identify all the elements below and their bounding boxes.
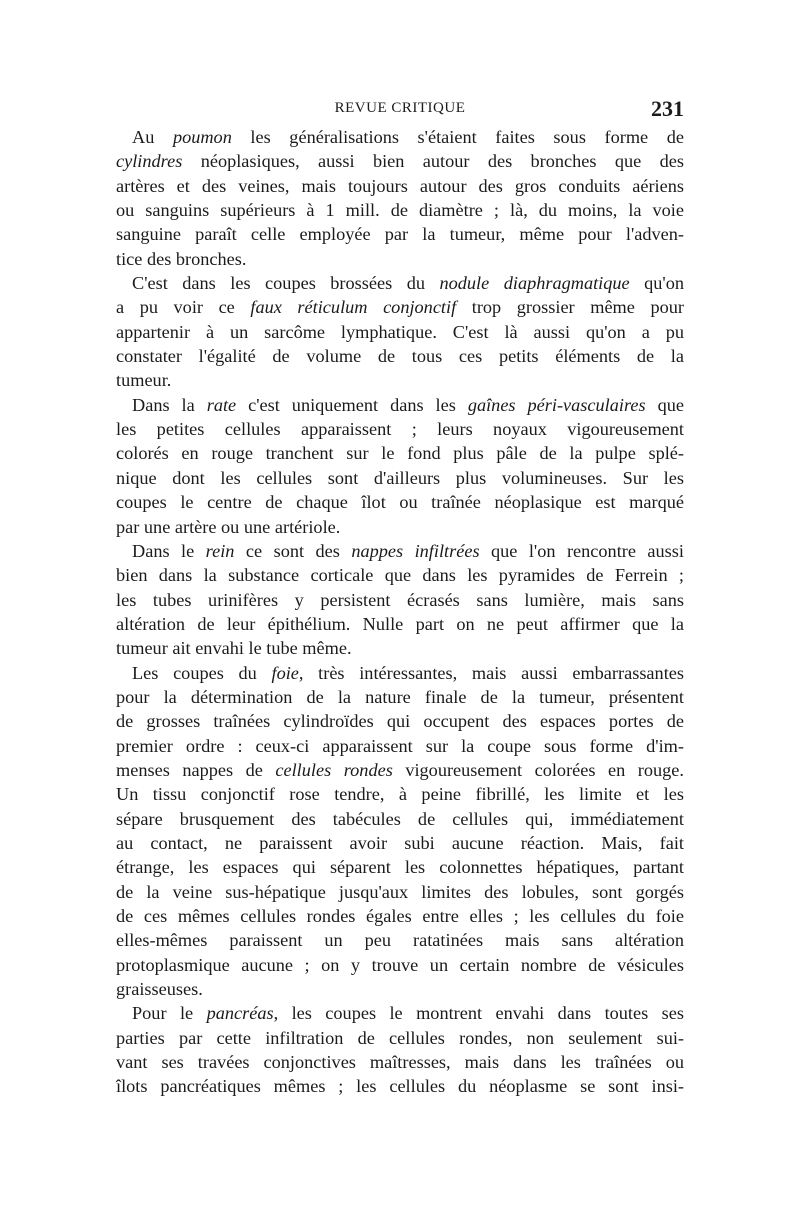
paragraph [116,393,684,539]
text-line: altération de leur épithélium. Nulle part on ne peut affirmer que la [116,613,684,634]
text-line: par une artère ou une artériole. [116,516,341,537]
text-line: sépare brusquement des tabécules de cellules qui, immédiatement [116,808,684,829]
text-line: menses nappes de cellules rondes vigoureusement colorées en rouge. [116,759,684,780]
running-header [116,97,684,121]
text-line: de la veine sus-hépatique jusqu'aux limites des lobules, sont gorgés [116,881,684,902]
text-line: de ces mêmes cellules rondes égales entre elles ; les cellules du foie [116,906,684,926]
text-line: protoplasmique aucune ; on y trouve un certain nombre de vésicules [116,954,684,975]
text-line: ou sanguins supérieurs à 1 mill. de diamètre ; là, du moins, la voie [116,200,684,221]
text-line: artères et des veines, mais toujours autour des gros conduits aériens [116,175,684,196]
body-text [116,125,684,1099]
text-line: tice des bronches. [116,248,247,269]
text-line: Un tissu conjonctif rose tendre, à peine fibrillé, les limite et les [116,784,684,805]
running-title: REVUE CRITIQUE [334,100,466,116]
text-line: elles-mêmes paraissent un peu ratatinées mais sans altération [116,930,684,951]
text-line: au contact, ne paraissent avoir subi aucune réaction. Mais, fait [116,832,684,853]
text-line: cylindres néoplasiques, aussi bien autour des bronches que des [116,151,684,172]
text-line: de grosses traînées cylindroïdes qui occupent des espaces portes de [116,711,684,732]
text-line: a pu voir ce faux réticulum conjonctif trop grossier même pour [116,297,684,318]
text-line: Au poumon les généralisations s'étaient faites sous forme de [132,127,684,147]
text-line: parties par cette infiltration de cellules rondes, non seulement sui- [116,1027,684,1048]
text-line: tumeur ait envahi le tube même. [116,638,352,659]
text-line: nique dont les cellules sont d'ailleurs plus volumineuses. Sur les [116,467,684,488]
text-line: tumeur. [116,370,172,391]
paragraph [116,125,684,271]
paragraph [116,539,684,661]
text-line: premier ordre : ceux-ci apparaissent sur la coupe sous forme d'im- [116,735,684,756]
text-line: Dans le rein ce sont des nappes infiltrées que l'on rencontre aussi [132,540,684,561]
text-line: coupes le centre de chaque îlot ou traînée néoplasique est marqué [116,492,684,513]
text-line: sanguine paraît celle employée par la tumeur, même pour l'adven- [116,224,684,245]
text-line: Dans la rate c'est uniquement dans les gaînes péri-vasculaires que [132,394,684,415]
text-line: appartenir à un sarcôme lymphatique. C'est là aussi qu'on a pu [116,321,684,342]
paragraph [116,271,684,393]
text-line: vant ses travées conjonctives maîtresses, mais dans les traînées ou [116,1052,684,1073]
text-line: pour la détermination de la nature finale de la tumeur, présentent [116,686,684,707]
text-line: bien dans la substance corticale que dans les pyramides de Ferrein ; [116,565,684,586]
paragraph [116,661,684,1002]
text-line: Pour le pancréas, les coupes le montrent envahi dans toutes ses [132,1003,684,1024]
text-line: îlots pancréatiques mêmes ; les cellules du néoplasme se sont insi- [116,1076,684,1097]
page-number: 231 [651,96,684,121]
text-line: colorés en rouge tranchent sur le fond plus pâle de la pulpe splé- [116,443,684,464]
paragraph [116,1001,684,1098]
text-line: les tubes urinifères y persistent écrasés sans lumière, mais sans [116,589,684,610]
text-line: C'est dans les coupes brossées du nodule diaphragmatique qu'on [132,273,684,294]
text-line: constater l'égalité de volume de tous ces petits éléments de la [116,346,684,367]
text-line: les petites cellules apparaissent ; leurs noyaux vigoureusement [116,419,684,440]
text-line: Les coupes du foie, très intéressantes, mais aussi embarrassantes [132,662,684,683]
text-line: étrange, les espaces qui séparent les colonnettes hépatiques, partant [116,857,684,878]
text-line: graisseuses. [116,979,203,1000]
